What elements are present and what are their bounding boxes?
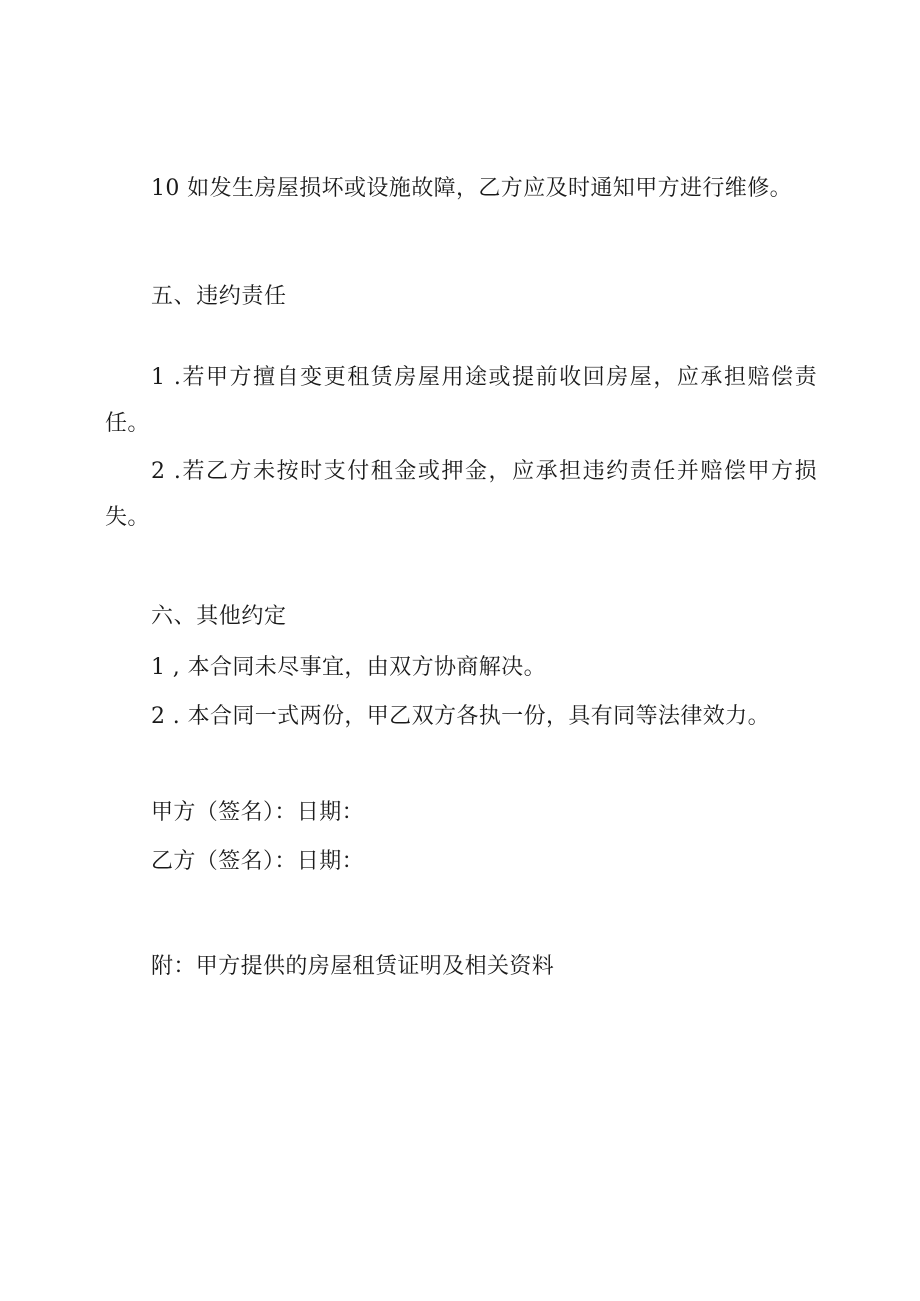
party-a-signature-line: 甲方（签名）：日期： xyxy=(151,800,365,825)
appendix-note: 附：甲方提供的房屋租赁证明及相关资料 xyxy=(151,954,555,979)
section-5-heading: 五、违约责任 xyxy=(151,284,287,309)
clause-6-2: 2 . 本合同一式两份，甲乙双方各执一份，具有同等法律效力。 xyxy=(151,704,770,729)
clause-5-1: 1 .若甲方擅自变更租赁房屋用途或提前收回房屋，应承担赔偿责任。 xyxy=(105,365,817,436)
clause-4-10: 10 如发生房屋损坏或设施故障，乙方应及时通知甲方进行维修。 xyxy=(151,176,792,201)
party-b-signature-line: 乙方（签名）：日期： xyxy=(151,849,365,874)
clause-5-2: 2 .若乙方未按时支付租金或押金，应承担违约责任并赔偿甲方损失。 xyxy=(105,459,817,530)
section-6-heading: 六、其他约定 xyxy=(151,604,287,629)
clause-6-1: 1 , 本合同未尽事宜，由双方协商解决。 xyxy=(151,655,546,680)
